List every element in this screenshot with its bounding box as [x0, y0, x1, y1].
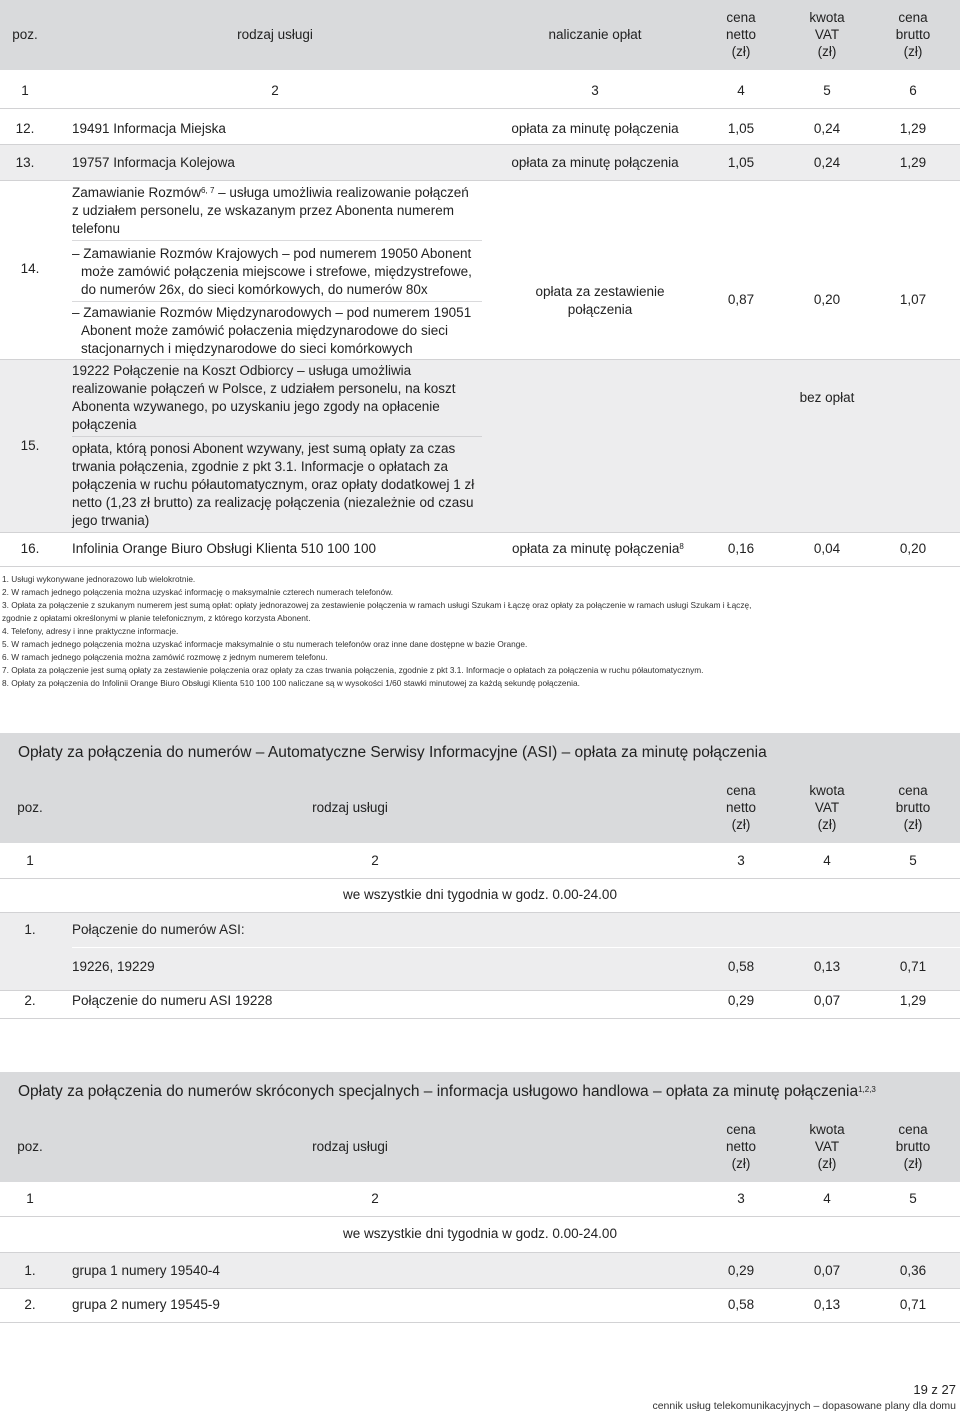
charge-desc: połączenia w ruchu półautomatycznym, oraz opłaty dodatkowej 1 zł — [72, 477, 475, 492]
hdr-line: netto — [725, 1139, 757, 1154]
charge-type: opłata za minutę połączenia — [511, 155, 679, 170]
bullet-international: – Zamawianie Rozmów Międzynarodowych – pod numerem 19051 — [72, 305, 472, 320]
col-number: 4 — [823, 853, 831, 868]
charge-desc: opłata, którą ponosi Abonent wzywany, jest sumą opłaty za czas — [72, 441, 456, 456]
hdr-line: (zł) — [731, 817, 751, 832]
divider — [0, 990, 960, 991]
price-gross: 1,29 — [899, 155, 927, 170]
service-desc: Abonenta wzywanego, po uzyskaniu jego zgody na opłacenie — [72, 399, 440, 414]
row-position: 14. — [20, 261, 40, 276]
footnote: 6. W ramach jednego połączenia można zamówić rozmowę z jednym numerem telefonu. — [2, 652, 328, 662]
price-gross: 0,71 — [899, 1297, 927, 1312]
hdr-line: kwota — [809, 10, 845, 25]
hdr-line: cena — [898, 1122, 928, 1137]
hdr-line: (zł) — [731, 1156, 751, 1171]
col-number: 1 — [26, 853, 34, 868]
section-title-text: Opłaty za połączenia do numerów skróconych specjalnych – informacja usługowo handlowa – opłata za minutę połączenia — [18, 1083, 859, 1100]
hdr-line: (zł) — [903, 1156, 923, 1171]
divider — [0, 878, 960, 879]
hdr-line: cena — [726, 1122, 756, 1137]
hdr-line: VAT — [814, 800, 840, 815]
service-name: Połączenie do numerów ASI: — [72, 922, 245, 937]
footnote-ref: 1,2,3 — [858, 1085, 876, 1094]
charge-desc: jego trwania) — [72, 513, 150, 528]
col-header-net — [706, 782, 776, 833]
vat-amount: 0,20 — [813, 292, 841, 307]
time-period: we wszystkie dni tygodnia w godz. 0.00-24.00 — [343, 1226, 617, 1241]
vat-amount: 0,07 — [813, 1263, 841, 1278]
col-header-net — [706, 9, 776, 60]
divider — [72, 240, 482, 241]
col-header-service: rodzaj usługi — [312, 1139, 388, 1154]
col-header-poz: poz. — [12, 27, 38, 42]
divider — [0, 1216, 960, 1217]
charge-type — [512, 540, 684, 558]
footnote: 2. W ramach jednego połączenia można uzyskać informację o maksymalnie czterech numerach telefonów. — [2, 587, 394, 597]
divider — [72, 947, 960, 948]
vat-amount: 0,04 — [813, 541, 841, 556]
price-net: 0,16 — [727, 541, 755, 556]
footnote-ref: 8 — [679, 542, 684, 551]
price-net: 0,29 — [727, 1263, 755, 1278]
divider — [0, 532, 960, 533]
divider — [0, 566, 960, 567]
service-name: grupa 1 numery 19540-4 — [72, 1263, 220, 1278]
price-gross: 0,71 — [899, 959, 927, 974]
hdr-line: (zł) — [817, 44, 837, 59]
footnote: 8. Opłaty za połączenia do Infolinii Orange Biuro Obsługi Klienta 510 100 100 naliczane są w wysokości 1/60 stawki minutowej za każdą sekundę połączenia. — [2, 678, 580, 688]
price-gross: 0,36 — [899, 1263, 927, 1278]
charge-type: opłata za minutę połączenia — [511, 121, 679, 136]
charge-type: opłata za zestawienie — [535, 284, 665, 299]
bullet-domestic: może zamówić połączenia miejscowe i strefowe, międzystrefowe, — [81, 264, 472, 279]
col-header-vat — [792, 1121, 862, 1172]
divider — [72, 436, 482, 437]
hdr-line: cena — [726, 10, 756, 25]
service-name: Infolinia Orange Biuro Obsługi Klienta 510 100 100 — [72, 541, 376, 556]
service-desc: połączenia — [72, 417, 137, 432]
section-title: Opłaty za połączenia do numerów – Automatyczne Serwisy Informacyjne (ASI) – opłata za minutę połączenia — [0, 733, 960, 773]
hdr-line: (zł) — [903, 817, 923, 832]
col-header-charging: naliczanie opłat — [548, 27, 642, 42]
price-net: 0,58 — [727, 959, 755, 974]
divider — [0, 108, 960, 109]
price-net: 0,58 — [727, 1297, 755, 1312]
col-header-service: rodzaj usługi — [237, 27, 313, 42]
hdr-line: (zł) — [817, 817, 837, 832]
price-free: bez opłat — [799, 390, 855, 405]
hdr-line: VAT — [814, 27, 840, 42]
col-number: 1 — [21, 83, 29, 98]
price-gross: 1,29 — [899, 121, 927, 136]
service-name: 19491 Informacja Miejska — [72, 121, 226, 136]
col-header-vat — [792, 782, 862, 833]
service-desc: z udziałem personelu, ze wskazanym przez Abonenta numerem — [72, 203, 454, 218]
service-name: Zamawianie Rozmów — [72, 185, 202, 200]
footnote: 7. Opłata za połączenie jest sumą opłaty za zestawienie połączenia oraz opłaty za czas trwania połączenia, zgodnie z pkt 3.1. Informacje o opłatach za połączenia w ruchu półautomatycznym. — [2, 665, 704, 675]
col-header-gross — [878, 1121, 948, 1172]
hdr-line: brutto — [895, 27, 931, 42]
row-position: 2. — [24, 1297, 36, 1312]
price-gross: 1,29 — [899, 993, 927, 1008]
col-number: 2 — [271, 83, 279, 98]
charge-desc: netto (1,23 zł brutto) za realizację połączenia (niezależnie od czasu — [72, 495, 474, 510]
price-net: 0,87 — [727, 292, 755, 307]
col-number: 5 — [909, 1191, 917, 1206]
hdr-line: cena — [898, 783, 928, 798]
footnote-ref: 6, 7 — [201, 186, 215, 195]
divider — [0, 1288, 960, 1289]
col-header-poz: poz. — [17, 800, 43, 815]
service-desc: 19222 Połączenie na Koszt Odbiorcy – usługa umożliwia — [72, 363, 412, 378]
time-period: we wszystkie dni tygodnia w godz. 0.00-24.00 — [343, 887, 617, 902]
row-position: 12. — [15, 121, 35, 136]
hdr-line: netto — [725, 27, 757, 42]
footnote: 4. Telefony, adresy i inne praktyczne informacje. — [2, 626, 179, 636]
hdr-line: brutto — [895, 1139, 931, 1154]
hdr-line: netto — [725, 800, 757, 815]
footnote: 1. Usługi wykonywane jednorazowo lub wielokrotnie. — [2, 574, 196, 584]
document-title: cennik usług telekomunikacyjnych – dopasowane plany dla domu — [652, 1400, 956, 1412]
col-header-net — [706, 1121, 776, 1172]
divider — [72, 301, 482, 302]
col-header-poz: poz. — [17, 1139, 43, 1154]
hdr-line: cena — [898, 10, 928, 25]
service-name: grupa 2 numery 19545-9 — [72, 1297, 220, 1312]
hdr-line: cena — [726, 783, 756, 798]
footnote: 3. Opłata za połączenie z szukanym numerem jest sumą opłat: opłaty jednorazowej za zestawienie połączenia w ramach usługi Szukam i Łączę oraz opłaty za połączenie w ramach usługi Szukam i Łączę, — [2, 600, 752, 610]
col-number: 3 — [737, 853, 745, 868]
divider — [0, 1322, 960, 1323]
charge-desc: trwania połączenia, zgodnie z pkt 3.1. Informacje o opłatach za — [72, 459, 448, 474]
hdr-line: (zł) — [817, 1156, 837, 1171]
col-number: 3 — [737, 1191, 745, 1206]
bullet-domestic: do numerów 26x, do sieci komórkowych, do numerów 80x — [81, 282, 428, 297]
hdr-line: VAT — [814, 1139, 840, 1154]
divider — [0, 1018, 960, 1019]
divider — [0, 180, 960, 181]
vat-amount: 0,07 — [813, 993, 841, 1008]
col-header-gross — [878, 9, 948, 60]
col-number: 5 — [909, 853, 917, 868]
col-header-service: rodzaj usługi — [312, 800, 388, 815]
hdr-line: brutto — [895, 800, 931, 815]
hdr-line: (zł) — [903, 44, 923, 59]
service-desc: realizowanie połączeń w Polsce, z udziałem personelu, na koszt — [72, 381, 456, 396]
price-net: 1,05 — [727, 155, 755, 170]
hdr-line: (zł) — [731, 44, 751, 59]
row-position: 13. — [15, 155, 35, 170]
service-desc: telefonu — [72, 221, 121, 236]
row-position: 2. — [24, 993, 36, 1008]
col-number: 1 — [26, 1191, 34, 1206]
service-name: Połączenie do numeru ASI 19228 — [72, 993, 273, 1008]
col-number: 4 — [737, 83, 745, 98]
footnote: zgodnie z opłatami określonymi w planie telefonicznym, z którego korzysta Abonent. — [2, 613, 311, 623]
price-net: 1,05 — [727, 121, 755, 136]
page-number: 19 z 27 — [913, 1382, 956, 1397]
price-gross: 1,07 — [899, 292, 927, 307]
service-name: 19226, 19229 — [72, 959, 155, 974]
vat-amount: 0,24 — [813, 155, 841, 170]
service-desc: – usługa umożliwia realizowanie połączeń — [214, 185, 469, 200]
charge-type: połączenia — [567, 302, 633, 317]
service-name: 19757 Informacja Kolejowa — [72, 155, 235, 170]
charge-label: opłata za minutę połączenia — [512, 541, 680, 556]
row-position: 16. — [20, 541, 40, 556]
col-header-vat — [792, 9, 862, 60]
bullet-domestic: – Zamawianie Rozmów Krajowych – pod numerem 19050 Abonent — [72, 246, 472, 261]
bullet-international: Abonent może zamówić połaczenia międzynarodowe do sieci — [81, 323, 448, 338]
service-title — [72, 184, 469, 202]
row-position: 15. — [20, 438, 40, 453]
vat-amount: 0,13 — [813, 959, 841, 974]
col-header-gross — [878, 782, 948, 833]
hdr-line: kwota — [809, 783, 845, 798]
price-net: 0,29 — [727, 993, 755, 1008]
section-title — [0, 1072, 960, 1112]
col-number: 2 — [371, 1191, 379, 1206]
col-number: 6 — [909, 83, 917, 98]
price-gross: 0,20 — [899, 541, 927, 556]
row-position: 1. — [24, 922, 36, 937]
vat-amount: 0,13 — [813, 1297, 841, 1312]
col-number: 4 — [823, 1191, 831, 1206]
hdr-line: kwota — [809, 1122, 845, 1137]
row-position: 1. — [24, 1263, 36, 1278]
col-number: 2 — [371, 853, 379, 868]
col-number: 3 — [591, 83, 599, 98]
bullet-international: stacjonarnych i międzynarodowe do sieci komórkowych — [81, 341, 413, 356]
vat-amount: 0,24 — [813, 121, 841, 136]
footnote: 5. W ramach jednego połączenia można uzyskać informacje maksymalnie o stu numerach telefonów oraz inne dane dostępne w bazie Orange. — [2, 639, 528, 649]
col-number: 5 — [823, 83, 831, 98]
